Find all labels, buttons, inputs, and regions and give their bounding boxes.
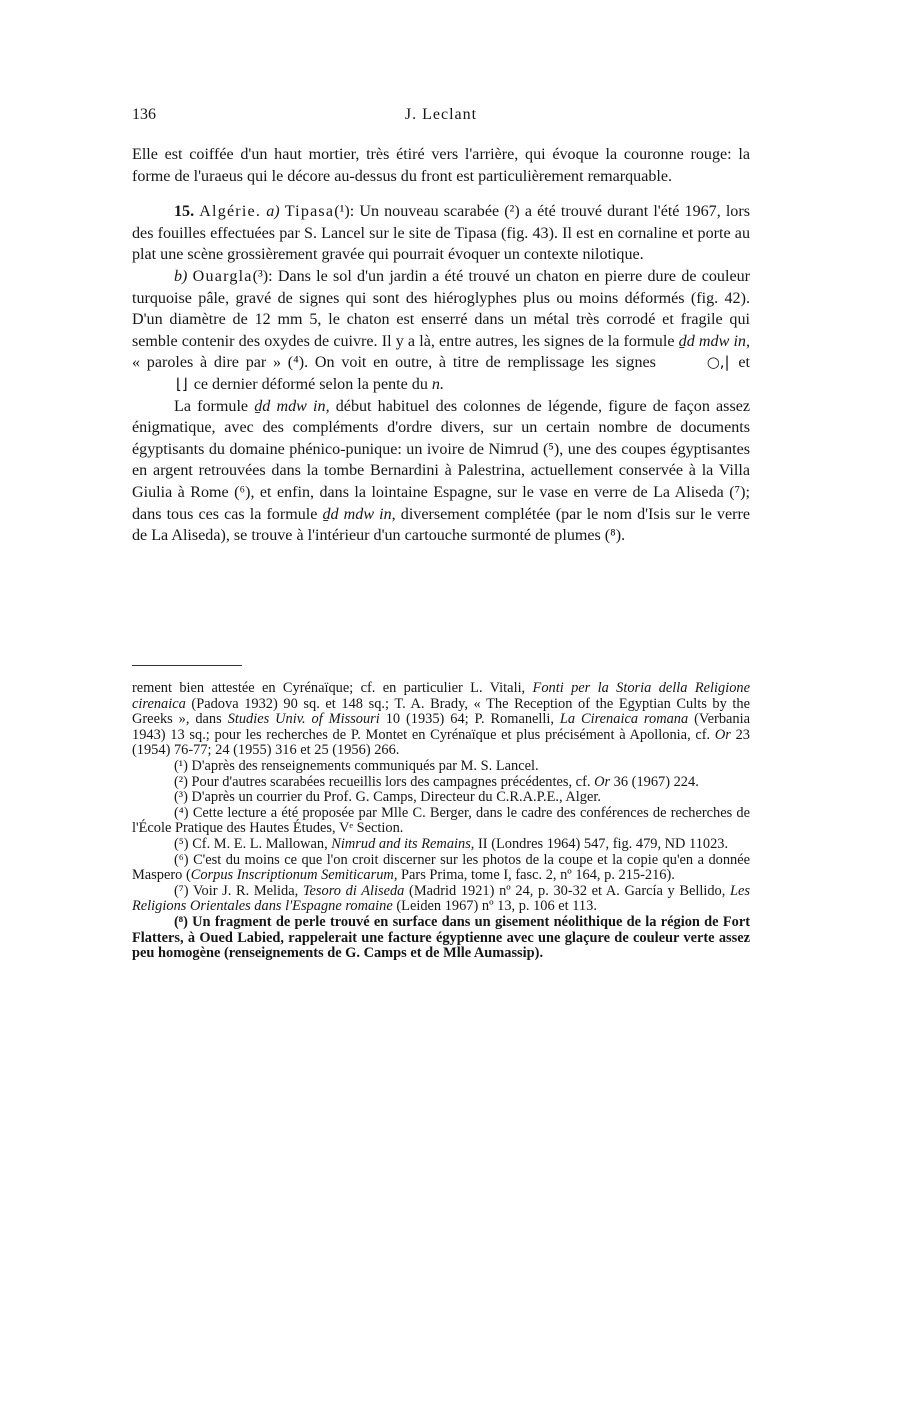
section-number: 15. [174, 203, 195, 221]
paragraph-continuation: Elle est coiffée d'un haut mortier, très étiré vers l'arrière, qui évoque la couronne rouge: la forme de l'uraeus qui le décore au-dessus du front est particulièrement remarquable. [132, 146, 750, 185]
item-a-marker: a) [266, 203, 280, 221]
citation-title: Fonti per la Storia della Religione cirenaica [132, 680, 750, 712]
footnote-text: Pars Prima, tome I, fasc. 2, nº 164, p. 215-216). [397, 867, 675, 884]
paragraph-formule [132, 396, 750, 547]
paragraph-text: début habituel des colonnes de légende, figure de façon assez énigmatique, avec des compléments d'ordre divers, sur un certain nombre de documents égyptisants du domaine phénico-punique: un ivoire de Nimrud (⁵), une des coupes égyptisantes en argent retrouvées dans la tombe Bernardini à Palestrina, actuellement conservée à la Villa Giulia à Rome (⁶), et enfin, dans la lointaine Espagne, sur le vase en verre de La Aliseda (⁷); dans tous ces cas la formule [132, 397, 750, 523]
footnote-text: (²) Pour d'autres scarabées recueillis lors des campagnes précédentes, cf. [174, 773, 595, 790]
paragraph-text: « paroles à dire par » (⁴). On voit en outre, à titre de remplissage les signes [132, 354, 663, 372]
paragraph-text: ce dernier déformé selon la pente du [189, 375, 432, 393]
paragraph-text: : Un nouveau scarabée (²) a été trouvé durant l'été 1967, lors des fouilles effectuées par S. Lancel sur le site de Tipasa (fig. 43). Il est en cornaline et porte au plat une scène grossièrement gravée qui pourrait évoquer un contexte nilotique. [132, 203, 750, 264]
footnote-text: 10 (1935) 64; P. Romanelli, [379, 711, 560, 728]
footnote-text: (Padova 1932) 90 sq. et 148 sq.; T. A. Brady, « The Reception of the Egyptian Cults by the Greeks », dans [132, 695, 750, 728]
citation-title: La Cirenaica romana [559, 711, 689, 728]
footnote-ref: (¹) [334, 203, 350, 221]
footnote-text: (⁷) Voir J. R. Melida, [174, 882, 303, 899]
main-text [132, 144, 750, 547]
paragraph-algerie [132, 201, 750, 266]
page-number: 136 [132, 106, 156, 123]
footnote-text: (Madrid 1921) nº 24, p. 30-32 et A. García y Bellido, [404, 882, 730, 899]
footnote-text: (Verbania 1943) 13 sq.; pour les recherches de P. Montet en Cyrénaïque et plus précisément à Apollonia, cf. [132, 711, 751, 743]
place-tipasa: Tipasa [284, 203, 335, 221]
running-head: J. Leclant [404, 106, 478, 123]
n-sign: n. [431, 375, 444, 393]
citation-title: Tesoro di Aliseda [302, 882, 405, 899]
footnote-text: (⁶) C'est du moins ce que l'on croit discerner sur les photos de la coupe et la copie qu'en a donnée Maspero ( [132, 851, 750, 884]
item-b-marker: b) [174, 267, 188, 285]
section-heading: Algérie. [199, 203, 262, 221]
footnote-5 [132, 837, 750, 853]
footnote-continuation [132, 681, 750, 759]
paragraph-ouargla [132, 266, 750, 396]
footnote-ref: (³) [252, 267, 269, 285]
footnote-8: (⁸) Un fragment de perle trouvé en surface dans un gisement néolithique de la région de Fort Flatters, à Oued Labied, rappelerait une facture égyptienne avec une glaçure de couleur verte assez peu homogène (renseignements de G. Camps et de Mlle Aumassip). [132, 913, 750, 962]
paragraph-text: et [731, 354, 750, 372]
paragraph-text: : Dans le sol d'un jardin a été trouvé un chaton en pierre dure de couleur turquoise pâle, gravé de signes qui sont des hiéroglyphes plus ou moins déformés (fig. 42). D'un diamètre de 12 mm 5, le chaton est enserré dans un métal très corrodé et fragile qui semble contenir des oxydes de cuivre. Il y a là, entre autres, les signes de la formule [132, 267, 751, 350]
page-header [132, 106, 750, 128]
footnote-text: 36 (1967) 224. [610, 773, 699, 790]
paragraph-text: La formule [174, 397, 255, 415]
paragraph-text: diversement complétée (par le nom d'Isis sur le verre de La Aliseda), se trouve à l'intérieur d'un cartouche surmonté de plumes (⁸). [132, 505, 750, 545]
footnote-text: 23 (1954) 76-77; 24 (1955) 316 et 25 (1956) 266. [132, 726, 750, 759]
place-ouargla: Ouargla [192, 267, 253, 285]
formula-text: ḏd mdw in, [322, 505, 396, 523]
formula-text: ḏd mdw in, [678, 332, 750, 350]
footnote-separator [132, 665, 242, 666]
formula-text: ḏd mdw in, [254, 397, 330, 415]
footnote-text: rement bien attestée en Cyrénaïque; cf. en particulier L. Vitali, [132, 680, 533, 696]
citation-title: Studies Univ. of Missouri [227, 711, 380, 728]
footnote-2 [132, 775, 750, 791]
citation-title: Or [594, 773, 611, 790]
footnote-text: (⁵) Cf. M. E. L. Mallowan, [174, 835, 332, 852]
footnote-1: (¹) D'après des renseignements communiqués par M. S. Lancel. [174, 757, 539, 774]
citation-title: Nimrud and its Remains, [331, 835, 475, 852]
footnotes [132, 681, 750, 962]
citation-title: Corpus Inscriptionum Semiticarum, [190, 867, 398, 884]
citation-title: Or [714, 726, 731, 743]
footnote-3: (³) D'après un courrier du Prof. G. Camps, Directeur du C.R.A.P.E., Alger. [174, 789, 601, 806]
footnote-6 [132, 853, 750, 884]
footnote-4: (⁴) Cette lecture a été proposée par Mlle C. Berger, dans le cadre des conférences de recherches de l'École Pratique des Hautes Études, Vᵉ Section. [132, 804, 750, 837]
hieroglyph-circle-stroke: ○,| [706, 353, 730, 372]
citation-title: Les Religions Orientales dans l'Espagne romaine [132, 882, 750, 915]
footnote-7 [132, 884, 750, 915]
footnote-text: II (Londres 1964) 547, fig. 479, ND 11023. [474, 835, 729, 852]
footnote-text: (Leiden 1967) nº 13, p. 106 et 113. [392, 898, 597, 915]
hieroglyph-basket: ⌊⌋ [176, 374, 188, 393]
